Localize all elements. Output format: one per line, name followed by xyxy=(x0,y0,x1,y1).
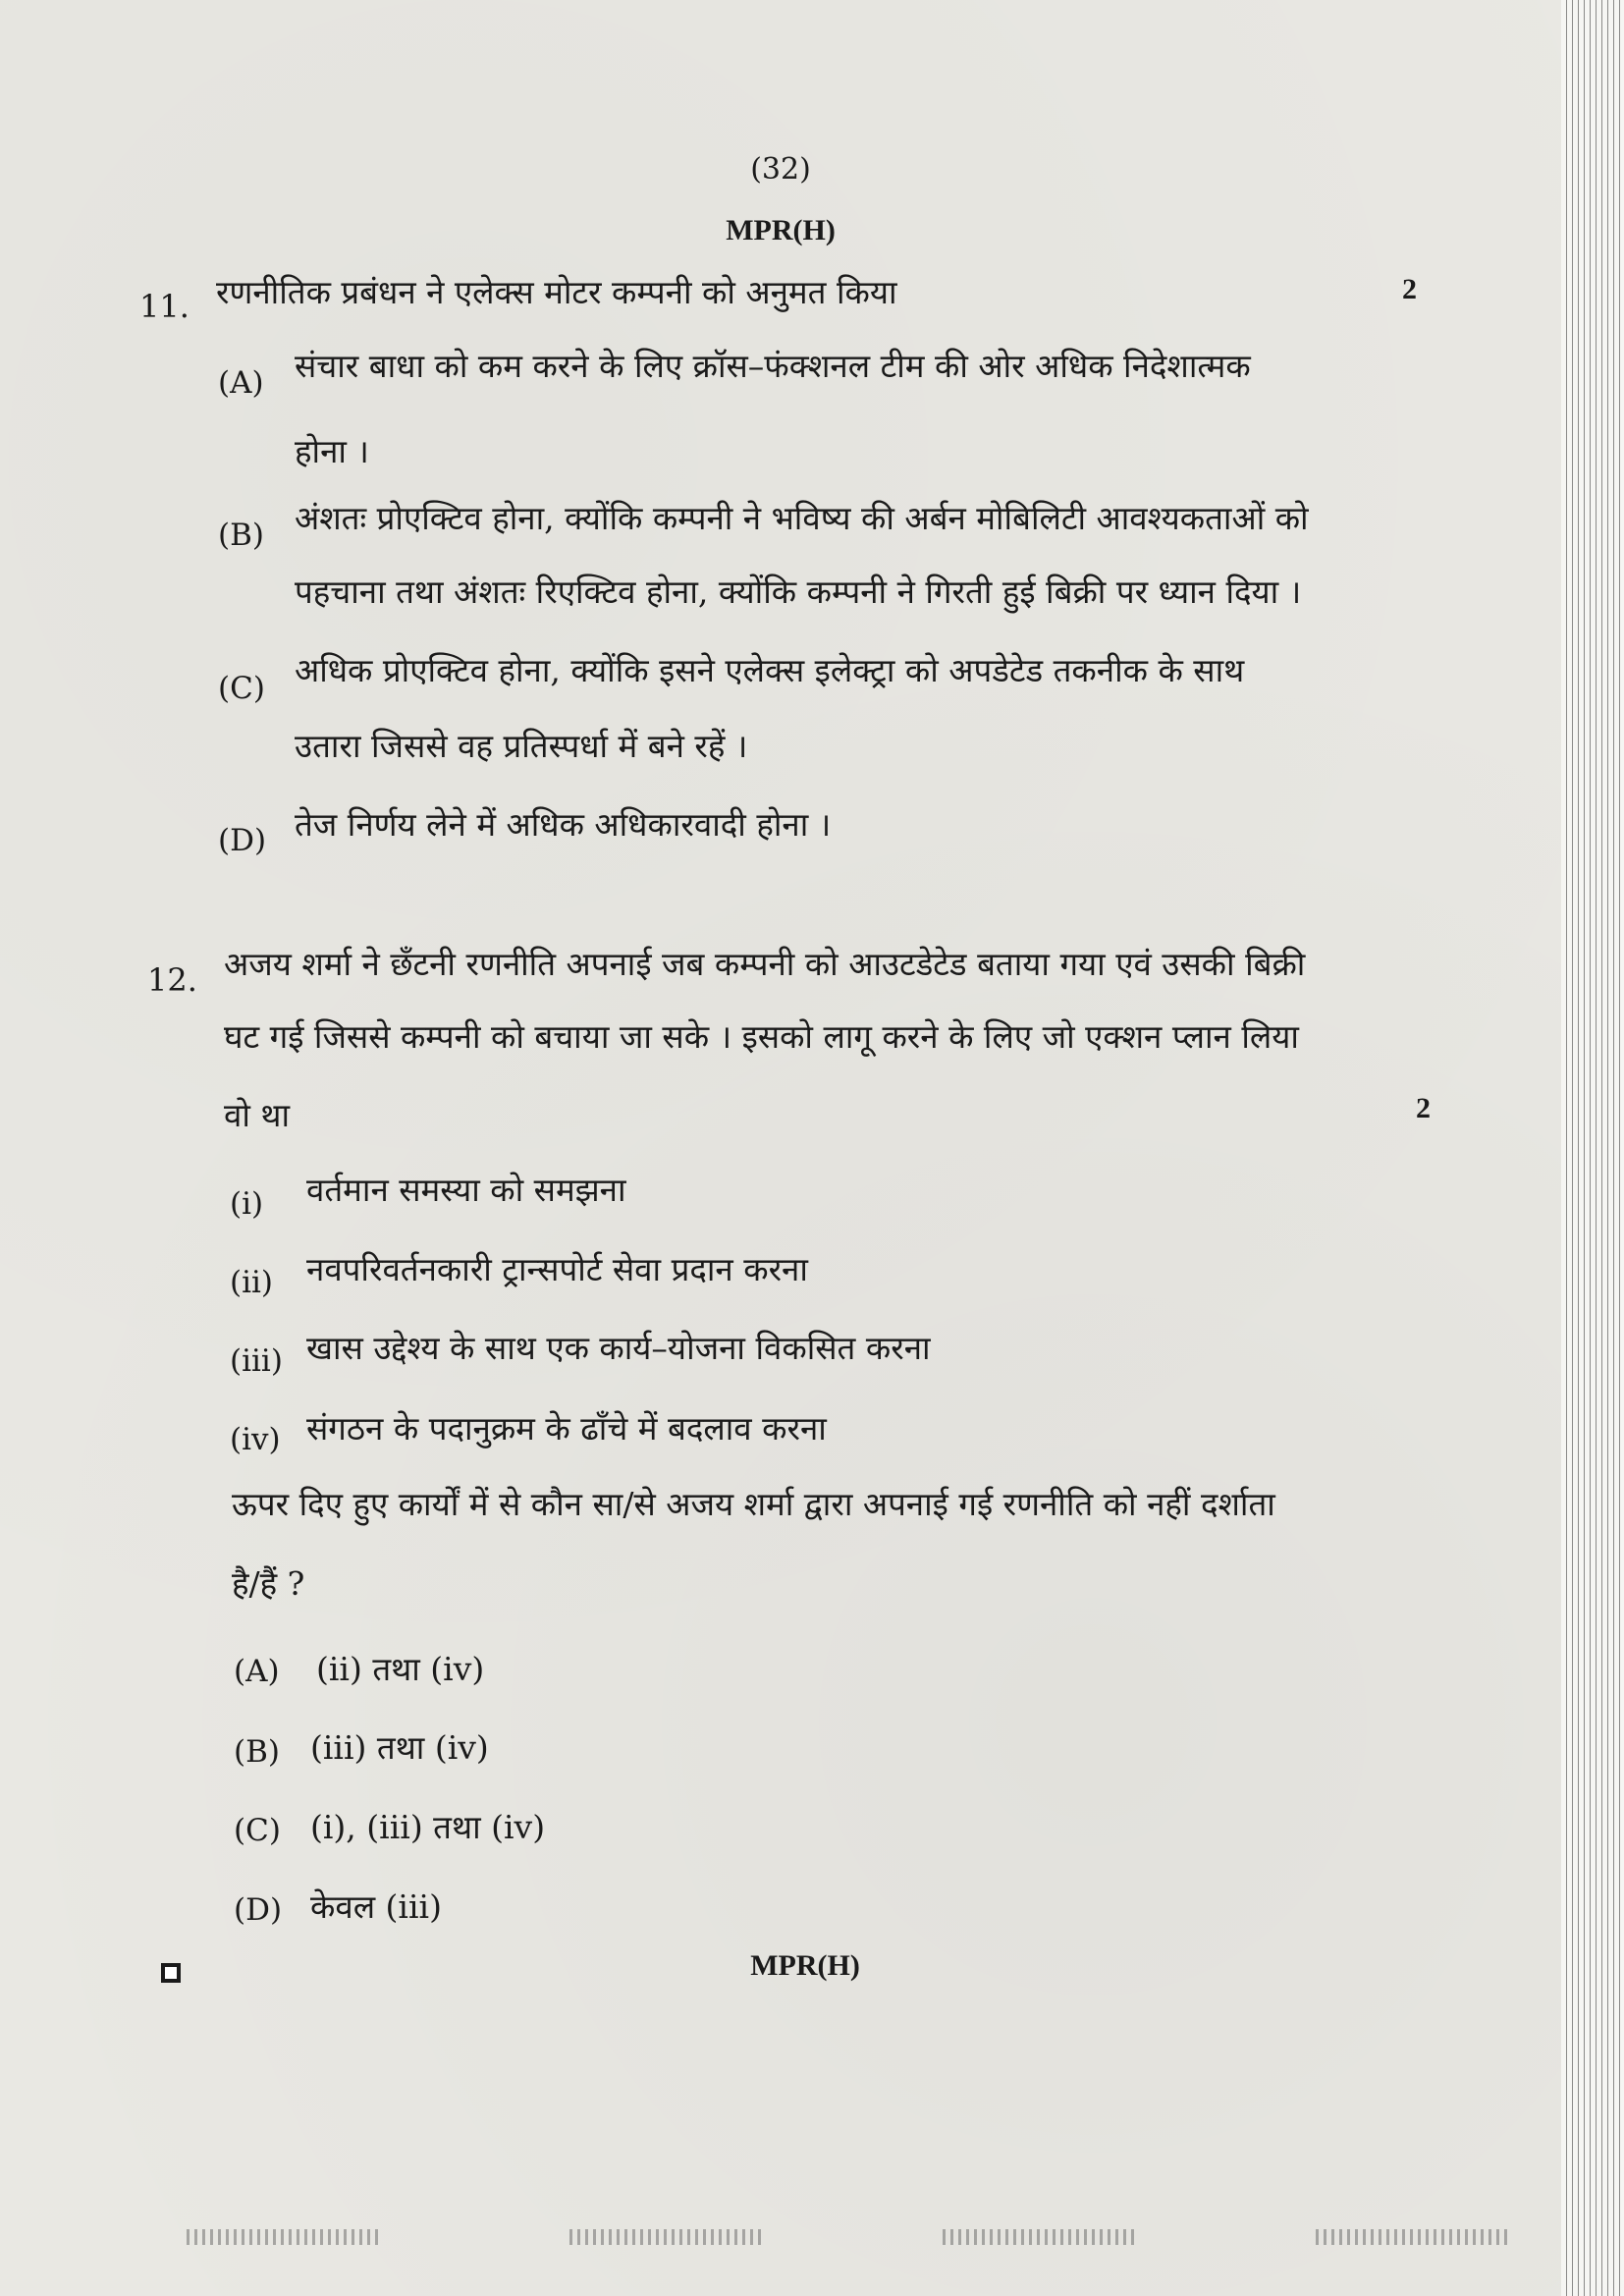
question-prompt: ऊपर दिए हुए कार्यों में से कौन सा/से अजय शर्मा द्वारा अपनाई गई रणनीति को नहीं दर्शाता xyxy=(232,1485,1275,1523)
statement-text: नवपरिवर्तनकारी ट्रान्सपोर्ट सेवा प्रदान करना xyxy=(306,1250,808,1288)
option-text-cont: होना । xyxy=(295,432,369,470)
question-text-cont: घट गई जिससे कम्पनी को बचाया जा सके । इसको लागू करने के लिए जो एक्शन प्लान लिया xyxy=(224,1017,1299,1056)
option-text: केवल (iii) xyxy=(310,1887,442,1926)
option-label: (B) xyxy=(218,518,264,553)
option-label: (C) xyxy=(234,1813,281,1848)
option-label: (A) xyxy=(234,1654,280,1689)
paper-code-footer: MPR(H) xyxy=(750,1949,860,1982)
option-text: संचार बाधा को कम करने के लिए क्रॉस–फंक्शनल टीम की ओर अधिक निदेशात्मक xyxy=(295,347,1251,385)
option-label: (D) xyxy=(218,823,267,858)
question-number: 11. xyxy=(139,288,189,325)
statement-label: (iii) xyxy=(230,1343,283,1379)
question-marks: 2 xyxy=(1402,273,1417,305)
page-number: (32) xyxy=(750,152,811,187)
option-text: (iii) तथा (iv) xyxy=(310,1728,489,1767)
option-text-cont: उतारा जिससे वह प्रतिस्पर्धा में बने रहें । xyxy=(295,727,748,765)
option-text: अधिक प्रोएक्टिव होना, क्योंकि इसने एलेक्स इलेक्ट्रा को अपडेटेड तकनीक के साथ xyxy=(295,651,1245,689)
question-marks: 2 xyxy=(1416,1092,1431,1124)
statement-text: वर्तमान समस्या को समझना xyxy=(306,1171,626,1209)
option-text: अंशतः प्रोएक्टिव होना, क्योंकि कम्पनी ने भविष्य की अर्बन मोबिलिटी आवश्यकताओं को xyxy=(295,499,1309,537)
statement-text: खास उद्देश्य के साथ एक कार्य–योजना विकसित करना xyxy=(306,1329,931,1367)
statement-text: संगठन के पदानुक्रम के ढाँचे में बदलाव करना xyxy=(306,1409,827,1448)
option-label: (B) xyxy=(234,1734,280,1770)
option-text: तेज निर्णय लेने में अधिक अधिकारवादी होना । xyxy=(295,805,832,844)
question-text-cont: वो था xyxy=(224,1096,291,1134)
option-text-cont: पहचाना तथा अंशतः रिएक्टिव होना, क्योंकि कम्पनी ने गिरती हुई बिक्री पर ध्यान दिया । xyxy=(295,573,1302,611)
option-label: (A) xyxy=(218,365,264,401)
statement-label: (ii) xyxy=(230,1265,274,1300)
question-prompt-cont: है/हैं ? xyxy=(232,1564,305,1603)
question-text: अजय शर्मा ने छँटनी रणनीति अपनाई जब कम्पनी को आउटडेटेड बताया गया एवं उसकी बिक्री xyxy=(224,945,1306,983)
option-text: (ii) तथा (iv) xyxy=(316,1650,485,1688)
question-number: 12. xyxy=(147,961,197,999)
question-text: रणनीतिक प्रबंधन ने एलेक्स मोटर कम्पनी को अनुमत किया xyxy=(216,273,897,311)
option-label: (C) xyxy=(218,671,265,706)
option-text: (i), (iii) तथा (iv) xyxy=(310,1808,546,1846)
scan-artifact-strip xyxy=(0,2229,1561,2269)
statement-label: (i) xyxy=(230,1186,264,1222)
paper-code-header: MPR(H) xyxy=(726,214,836,246)
option-label: (D) xyxy=(234,1892,283,1928)
statement-label: (iv) xyxy=(230,1422,281,1457)
page-binding-edge xyxy=(1561,0,1624,2296)
